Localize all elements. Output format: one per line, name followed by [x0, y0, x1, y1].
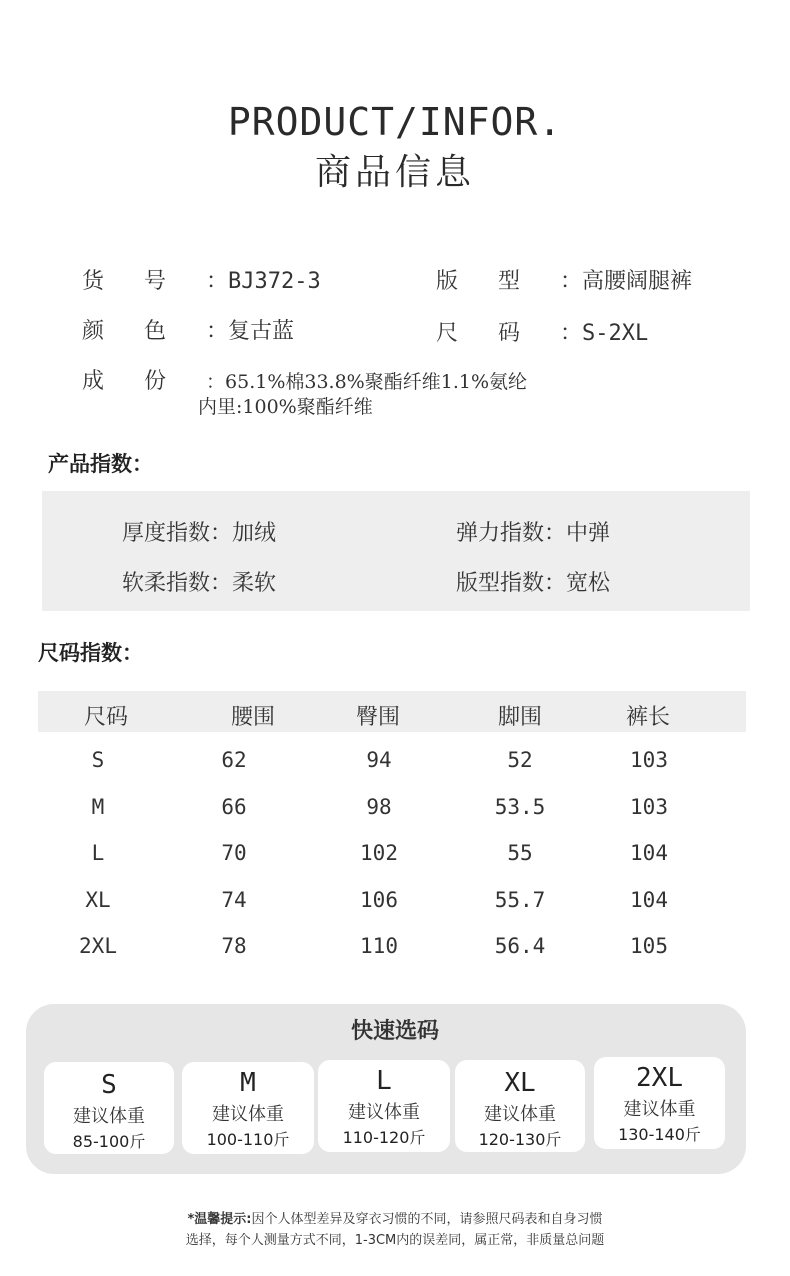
size-cell: 103	[630, 795, 668, 819]
size-cell: 78	[221, 934, 247, 958]
tip-text-1: 因个人体型差异及穿衣习惯的不同，请参照尺码表和自身习惯	[251, 1212, 603, 1227]
tip-prefix: *温馨提示:	[187, 1212, 252, 1227]
size-cell: 94	[366, 748, 392, 772]
quick-card-size: S	[101, 1070, 117, 1100]
info-material-label: 成份	[82, 369, 207, 394]
size-cell: 2XL	[79, 934, 117, 958]
size-cell: 55.7	[494, 888, 546, 912]
size-cell: XL	[85, 888, 111, 912]
info-size-value: ：S-2XL	[560, 321, 649, 346]
page-title-en: PRODUCT/INFOR.	[227, 100, 563, 144]
info-size-label: 尺码	[436, 321, 561, 346]
size-cell: 102	[360, 841, 398, 865]
info-item-no-label: 货号	[82, 269, 207, 294]
info-material	[82, 364, 527, 395]
size-cell: L	[91, 841, 105, 865]
quick-card-weight: 100-110斤	[206, 1130, 290, 1149]
quick-card-weight: 85-100斤	[72, 1132, 146, 1151]
size-header-waist: 腰围	[230, 705, 275, 730]
size-cell: 106	[360, 888, 398, 912]
quick-card-size: M	[240, 1068, 256, 1098]
quick-card-s[interactable]	[44, 1062, 174, 1154]
size-cell: 105	[630, 934, 668, 958]
size-cell: 62	[221, 748, 247, 772]
size-cell: 52	[507, 748, 533, 772]
size-header-size: 尺码	[83, 705, 128, 730]
quick-card-m[interactable]	[182, 1062, 314, 1154]
info-item-no-value: ：BJ372-3	[206, 269, 321, 294]
info-color-label: 颜色	[82, 319, 207, 344]
quick-card-2xl[interactable]	[594, 1057, 725, 1149]
page-title-zh: 商品信息	[314, 152, 475, 193]
size-cell: 110	[360, 934, 398, 958]
size-cell: 56.4	[494, 934, 546, 958]
info-size	[436, 316, 648, 347]
size-cell: 66	[221, 795, 247, 819]
quick-card-xl[interactable]	[455, 1060, 585, 1152]
size-header-hem: 脚围	[497, 705, 542, 730]
quick-card-label: 建议体重	[348, 1102, 420, 1123]
info-color	[82, 314, 294, 345]
tip-line-1	[0, 1208, 790, 1227]
size-cell: S	[91, 748, 105, 772]
info-color-value: ：复古蓝	[206, 319, 295, 344]
size-cell: 53.5	[494, 795, 546, 819]
quick-card-size: 2XL	[636, 1063, 683, 1093]
info-fit-label: 版型	[436, 269, 561, 294]
info-item-no	[82, 264, 321, 295]
index-shape: 版型指数：宽松	[456, 571, 611, 596]
size-cell: 104	[630, 888, 668, 912]
quick-card-label: 建议体重	[623, 1099, 696, 1120]
quick-select-title: 快速选码	[350, 1019, 439, 1044]
size-cell: 74	[221, 888, 247, 912]
quick-card-weight: 120-130斤	[478, 1130, 562, 1149]
size-header-hip: 臀围	[355, 705, 400, 730]
info-material-value-1: ：65.1%棉33.8%聚酯纤维1.1%氨纶	[206, 371, 528, 393]
quick-card-label: 建议体重	[484, 1104, 556, 1125]
index-thickness: 厚度指数：加绒	[122, 521, 277, 546]
size-cell: M	[91, 795, 105, 819]
size-index-heading: 尺码指数：	[38, 641, 143, 665]
quick-card-label: 建议体重	[73, 1106, 145, 1127]
quick-card-weight: 110-120斤	[342, 1128, 426, 1147]
info-fit	[436, 264, 692, 295]
quick-card-size: L	[376, 1066, 392, 1096]
index-softness: 软柔指数：柔软	[122, 571, 277, 596]
quick-card-label: 建议体重	[212, 1104, 284, 1125]
quick-card-weight: 130-140斤	[618, 1125, 701, 1144]
size-cell: 55	[507, 841, 533, 865]
size-header-length: 裤长	[625, 705, 670, 730]
info-fit-value: ：高腰阔腿裤	[560, 269, 693, 294]
product-index-heading: 产品指数：	[48, 452, 153, 476]
quick-card-l[interactable]	[318, 1060, 450, 1152]
quick-card-size: XL	[504, 1068, 536, 1098]
size-cell: 104	[630, 841, 668, 865]
info-material-value-2: 内里:100%聚酯纤维	[198, 396, 373, 418]
index-elasticity: 弹力指数：中弹	[456, 521, 611, 546]
tip-line-2: 选择，每个人测量方式不同，1-3CM内的误差同，属正常，非质量总问题	[185, 1233, 605, 1248]
size-cell: 98	[366, 795, 392, 819]
size-cell: 70	[221, 841, 247, 865]
size-cell: 103	[630, 748, 668, 772]
